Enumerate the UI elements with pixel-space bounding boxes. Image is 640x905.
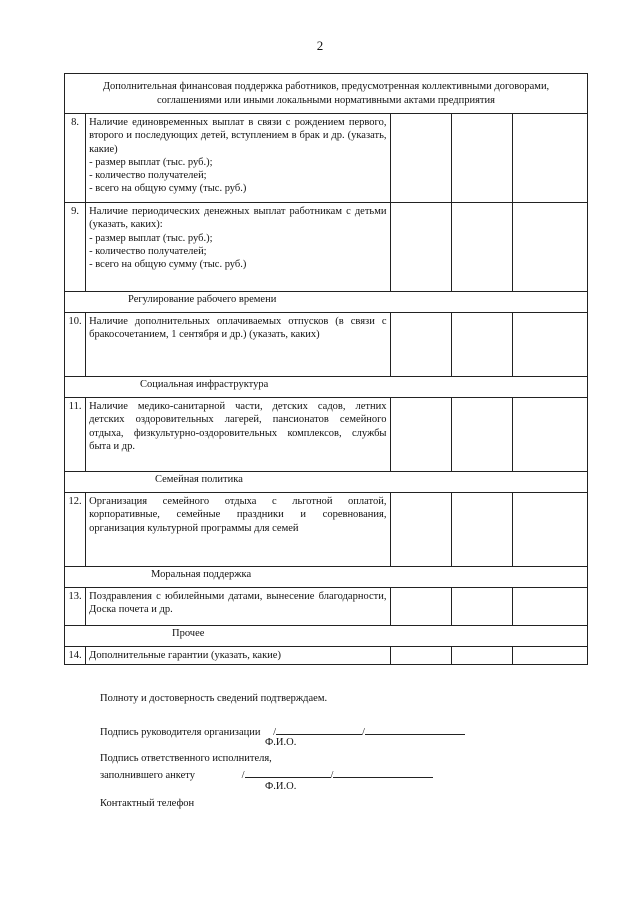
section-title: Социальная инфраструктура	[140, 379, 269, 390]
head-signature-label: Подпись руководителя организации	[100, 727, 261, 738]
description-line: Наличие дополнительных оплачиваемых отпусков (в связи с бракосочетанием, 1 сентября и др.) (указать, каких)	[89, 316, 387, 341]
row-description	[86, 398, 391, 472]
value-cell-2[interactable]	[451, 398, 512, 472]
row-description	[86, 647, 391, 665]
value-cell-3[interactable]	[513, 588, 588, 626]
responsible-label-1: Подпись ответственного исполнителя,	[100, 753, 272, 764]
description-line: Наличие медико-санитарной части, детских садов, летних детских оздоровительных лагерей, пансионатов семейного отдыха, физкультурно-оздоровительных комплексов, службы быта и др.	[89, 401, 387, 452]
row-number: 9.	[65, 203, 86, 292]
row-description	[86, 588, 391, 626]
slash: /	[330, 770, 334, 781]
table-row	[65, 647, 588, 665]
value-cell-1[interactable]	[391, 313, 451, 377]
value-cell-3[interactable]	[513, 203, 588, 292]
responsible-label-2: заполнившего анкету	[100, 770, 195, 781]
contact-phone-label: Контактный телефон	[100, 798, 195, 809]
section-row	[65, 377, 588, 398]
value-cell-1[interactable]	[391, 647, 451, 665]
description-line: - размер выплат (тыс. руб.);	[89, 156, 213, 168]
row-number: 8.	[65, 114, 86, 203]
signature-line[interactable]	[276, 724, 362, 735]
value-cell-2[interactable]	[451, 114, 512, 203]
section-row	[65, 567, 588, 588]
description-line: Дополнительные гарантии (указать, какие)	[89, 650, 281, 661]
value-cell-1[interactable]	[391, 493, 451, 567]
value-cell-3[interactable]	[513, 313, 588, 377]
row-number: 14.	[65, 647, 86, 665]
value-cell-1[interactable]	[391, 588, 451, 626]
description-line: Поздравления с юбилейными датами, вынесение благодарности, Доска почета и др.	[89, 591, 387, 616]
value-cell-3[interactable]	[513, 114, 588, 203]
slash: /	[241, 770, 245, 781]
row-number: 13.	[65, 588, 86, 626]
section-cell	[65, 292, 588, 313]
value-cell-1[interactable]	[391, 114, 451, 203]
page-number: 2	[316, 38, 324, 53]
table-row	[65, 313, 588, 377]
table-row	[65, 114, 588, 203]
section-cell	[65, 567, 588, 588]
fio-label: Ф.И.О.	[265, 781, 297, 792]
name-line[interactable]	[333, 767, 433, 778]
description-line: Организация семейного отдыха с льготной оплатой, корпоративные, семейные праздники и соревнования, организация культурной программы для семей	[89, 496, 387, 534]
row-number: 11.	[65, 398, 86, 472]
value-cell-1[interactable]	[391, 398, 451, 472]
description-line: Наличие единовременных выплат в связи с рождением первого, второго и последующих детей, вступлением в брак и др. (указать, какие)	[89, 117, 387, 155]
value-cell-3[interactable]	[513, 493, 588, 567]
value-cell-1[interactable]	[391, 203, 451, 292]
section-title: Семейная политика	[155, 474, 243, 485]
section-cell	[65, 626, 588, 647]
survey-table	[64, 73, 588, 665]
slash: /	[273, 727, 277, 738]
row-description	[86, 114, 391, 203]
confirmation-text: Полноту и достоверность сведений подтверждаем.	[100, 693, 328, 704]
row-description	[86, 313, 391, 377]
table-header-row	[65, 74, 588, 114]
table-row	[65, 588, 588, 626]
value-cell-2[interactable]	[451, 493, 512, 567]
name-line[interactable]	[365, 724, 465, 735]
slash: /	[362, 727, 365, 738]
row-description	[86, 203, 391, 292]
value-cell-2[interactable]	[451, 203, 512, 292]
value-cell-2[interactable]	[451, 588, 512, 626]
description-line: - всего на общую сумму (тыс. руб.)	[89, 183, 247, 195]
row-number: 10.	[65, 313, 86, 377]
description-line: - размер выплат (тыс. руб.);	[89, 232, 213, 244]
value-cell-3[interactable]	[513, 398, 588, 472]
section-cell	[65, 377, 588, 398]
table-header: Дополнительная финансовая поддержка работников, предусмотренная коллективными договорами, соглашениями или иными локальными нормативными актами предприятия	[65, 74, 588, 114]
signature-line[interactable]	[245, 767, 331, 778]
description-line: - количество получателей;	[89, 245, 207, 257]
description-line: Наличие периодических денежных выплат работникам с детьми (указать, каких):	[89, 206, 387, 231]
section-row	[65, 472, 588, 493]
description-line: - всего на общую сумму (тыс. руб.)	[89, 259, 247, 271]
table-row	[65, 203, 588, 292]
description-line: - количество получателей;	[89, 170, 207, 182]
section-row	[65, 626, 588, 647]
table-row	[65, 398, 588, 472]
section-title: Регулирование рабочего времени	[128, 294, 277, 305]
fio-label: Ф.И.О.	[265, 737, 297, 748]
table-row	[65, 493, 588, 567]
value-cell-2[interactable]	[451, 647, 512, 665]
row-number: 12.	[65, 493, 86, 567]
section-title: Моральная поддержка	[151, 569, 252, 580]
row-description	[86, 493, 391, 567]
value-cell-2[interactable]	[451, 313, 512, 377]
responsible-signature-block	[100, 767, 433, 781]
head-signature-block	[100, 724, 465, 738]
section-title: Прочее	[172, 628, 205, 639]
section-row	[65, 292, 588, 313]
section-cell	[65, 472, 588, 493]
value-cell-3[interactable]	[513, 647, 588, 665]
